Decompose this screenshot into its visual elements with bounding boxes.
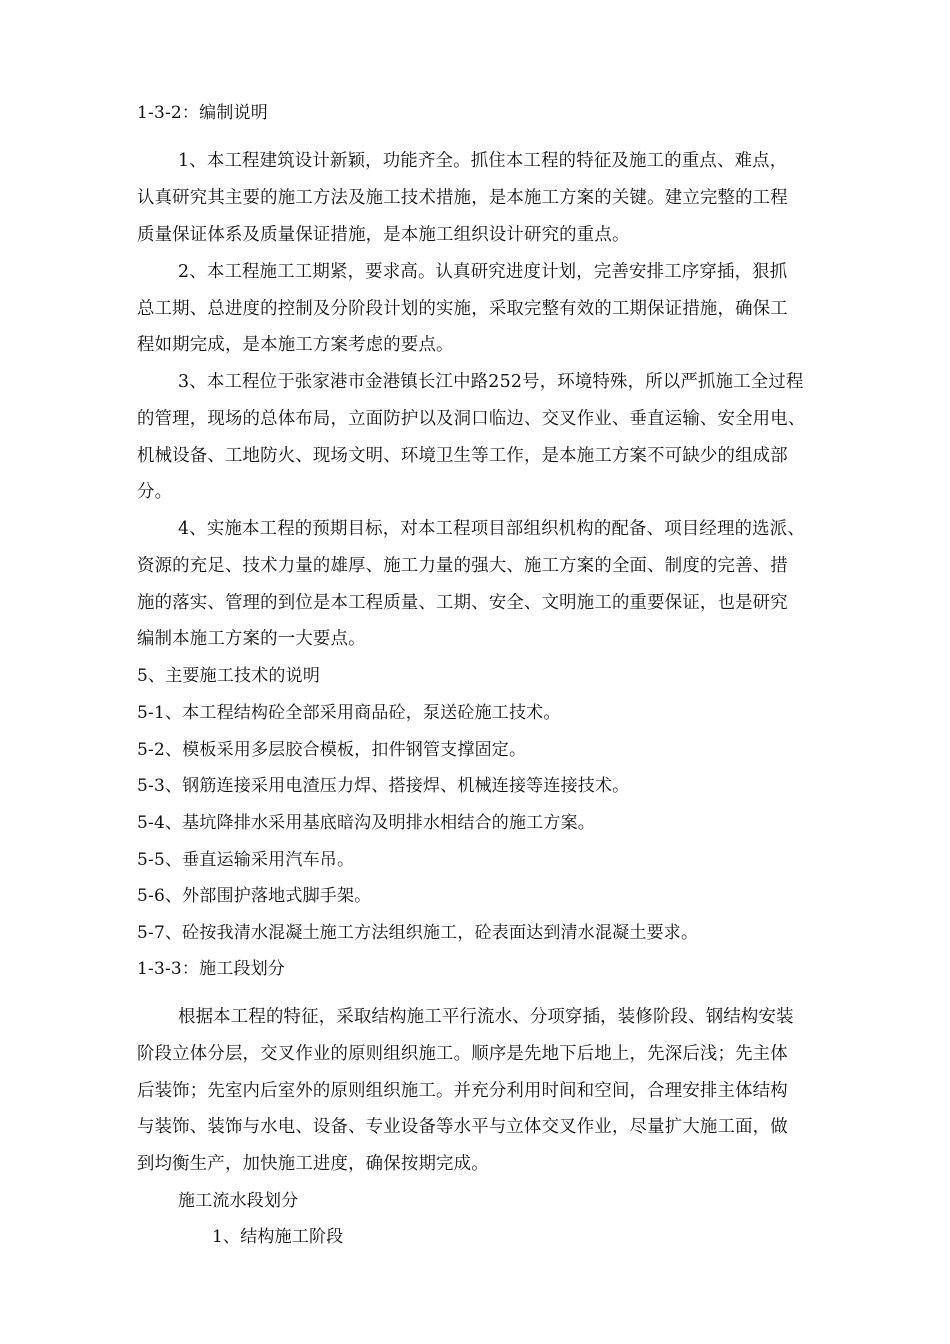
paragraph-3-line-1: 3、本工程位于张家港市金港镇长江中路252号，环境特殊，所以严抓施工全过程 (178, 372, 804, 392)
paragraph-3-line-4: 分。 (137, 482, 173, 502)
technique-heading: 5、主要施工技术的说明 (137, 666, 321, 686)
paragraph-2-line-3: 程如期完成，是本施工方案考虑的要点。 (137, 335, 454, 355)
paragraph-4-line-4: 编制本施工方案的一大要点。 (137, 629, 366, 649)
paragraph-5-line-1: 根据本工程的特征，采取结构施工平行流水、分项穿插，装修阶段、钢结构安装 (178, 1007, 794, 1027)
paragraph-4-line-2: 资源的充足、技术力量的雄厚、施工力量的强大、施工方案的全面、制度的完善、措 (137, 556, 788, 576)
paragraph-5-line-3: 后装饰；先室内后室外的原则组织施工。并充分利用时间和空间，合理安排主体结构 (137, 1081, 788, 1101)
paragraph-5-line-2: 阶段立体分层，交叉作业的原则组织施工。顺序是先地下后地上，先深后浅；先主体 (137, 1044, 788, 1064)
technique-item-5-1: 5-1、本工程结构砼全部采用商品砼，泵送砼施工技术。 (137, 703, 561, 723)
paragraph-1-line-2: 认真研究其主要的施工方法及施工技术措施，是本施工方案的关键。建立完整的工程 (137, 188, 788, 208)
paragraph-4-line-3: 施的落实、管理的到位是本工程质量、工期、安全、文明施工的重要保证，也是研究 (137, 593, 788, 613)
paragraph-2-line-1: 2、本工程施工工期紧，要求高。认真研究进度计划，完善安排工序穿插，狠抓 (178, 262, 788, 282)
technique-item-5-7: 5-7、砼按我清水混凝土施工方法组织施工，砼表面达到清水混凝土要求。 (137, 923, 699, 943)
section-heading-1-3-2: 1-3-2：编制说明 (137, 103, 268, 123)
paragraph-5-line-4: 与装饰、装饰与水电、设备、专业设备等水平与立体交叉作业，尽量扩大施工面，做 (137, 1117, 788, 1137)
flow-section-heading: 施工流水段划分 (178, 1191, 299, 1211)
paragraph-4-line-1: 4、实施本工程的预期目标，对本工程项目部组织机构的配备、项目经理的选派、 (178, 519, 805, 539)
technique-item-5-2: 5-2、模板采用多层胶合模板，扣件钢管支撑固定。 (137, 740, 527, 760)
technique-item-5-6: 5-6、外部围护落地式脚手架。 (137, 886, 372, 906)
paragraph-3-line-3: 机械设备、工地防火、现场文明、环境卫生等工作，是本施工方案不可缺少的组成部 (137, 446, 788, 466)
paragraph-2-line-2: 总工期、总进度的控制及分阶段计划的实施，采取完整有效的工期保证措施，确保工 (137, 299, 788, 319)
structural-stage-heading: 1、结构施工阶段 (212, 1227, 344, 1247)
technique-item-5-5: 5-5、垂直运输采用汽车吊。 (137, 850, 355, 870)
technique-item-5-4: 5-4、基坑降排水采用基底暗沟及明排水相结合的施工方案。 (137, 813, 595, 833)
paragraph-1-line-3: 质量保证体系及质量保证措施，是本施工组织设计研究的重点。 (137, 225, 630, 245)
paragraph-3-line-2: 的管理，现场的总体布局，立面防护以及洞口临边、交叉作业、垂直运输、安全用电、 (137, 409, 806, 429)
paragraph-5-line-5: 到均衡生产，加快施工进度，确保按期完成。 (137, 1154, 489, 1174)
section-heading-1-3-3: 1-3-3：施工段划分 (137, 959, 286, 979)
paragraph-1-line-1: 1、本工程建筑设计新颖，功能齐全。抓住本工程的特征及施工的重点、难点， (178, 151, 788, 171)
technique-item-5-3: 5-3、钢筋连接采用电渣压力焊、搭接焊、机械连接等连接技术。 (137, 776, 630, 796)
